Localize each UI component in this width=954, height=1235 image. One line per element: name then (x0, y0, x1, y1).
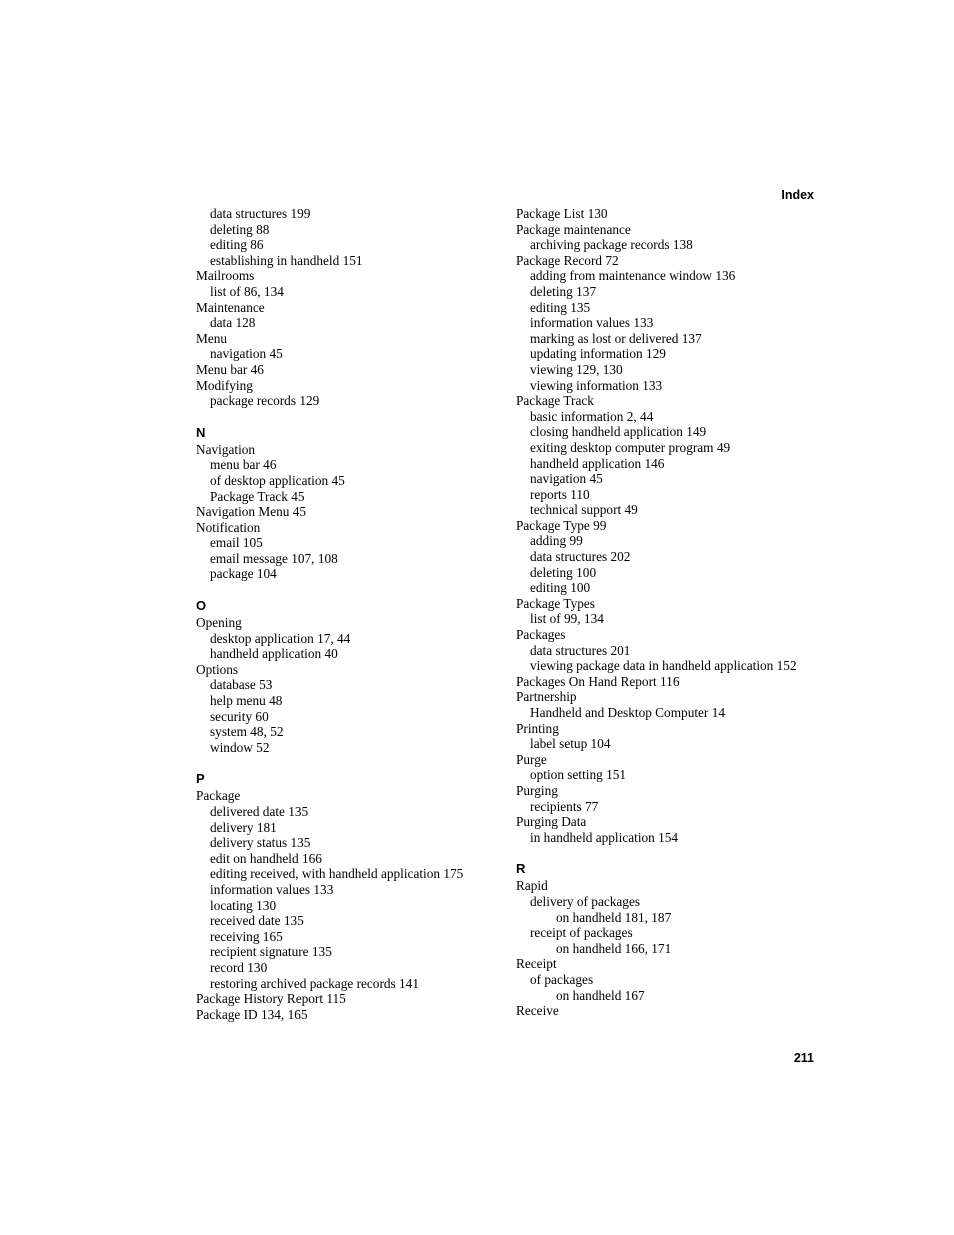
index-entry: Package (196, 788, 241, 804)
index-entry: Navigation (196, 441, 256, 457)
index-subentry: recipient signature 135 (210, 944, 332, 960)
index-subentry: closing handheld application 149 (530, 424, 707, 440)
index-subentry: on handheld 167 (556, 987, 645, 1003)
index-entry: Opening (196, 615, 242, 631)
index-subentry: restoring archived package records 141 (210, 975, 419, 991)
index-entry: Package History Report 115 (196, 991, 346, 1007)
index-subentry: basic information 2, 44 (530, 408, 654, 424)
index-subentry: exiting desktop computer program 49 (530, 439, 731, 455)
index-entry: Package Type 99 (516, 517, 607, 533)
page-number: 211 (793, 1051, 814, 1065)
index-letter-heading: R (516, 861, 526, 877)
index-subentry: database 53 (210, 677, 273, 693)
index-subentry: establishing in handheld 151 (210, 252, 363, 268)
index-entry: Package maintenance (516, 221, 631, 237)
index-subentry: on handheld 166, 171 (556, 940, 672, 956)
index-entry: Menu bar 46 (196, 361, 264, 377)
index-subentry: receiving 165 (210, 928, 283, 944)
index-subentry: information values 133 (530, 315, 654, 331)
index-subentry: on handheld 181, 187 (556, 909, 672, 925)
index-subentry: deleting 137 (530, 283, 597, 299)
index-subentry: package 104 (210, 566, 277, 582)
index-entry: Purging Data (516, 814, 587, 830)
index-subentry: menu bar 46 (210, 457, 277, 473)
index-subentry: data structures 201 (530, 642, 631, 658)
index-subentry: Package Track 45 (210, 488, 305, 504)
index-subentry: delivery 181 (210, 819, 277, 835)
index-entry: Package Types (516, 595, 595, 611)
index-letter-heading: O (196, 598, 207, 614)
index-entry: Modifying (196, 377, 253, 393)
index-subentry: list of 99, 134 (530, 611, 604, 627)
index-entry: Menu (196, 330, 228, 346)
index-subentry: editing 135 (530, 299, 591, 315)
index-subentry: email message 107, 108 (210, 550, 338, 566)
index-subentry: handheld application 40 (210, 646, 338, 662)
index-subentry: locating 130 (210, 897, 277, 913)
index-subentry: desktop application 17, 44 (210, 630, 351, 646)
index-subentry: option setting 151 (530, 767, 627, 783)
index-subentry: recipients 77 (530, 798, 599, 814)
index-entry: Printing (516, 720, 559, 736)
index-subentry: reports 110 (530, 486, 590, 502)
index-subentry: archiving package records 138 (530, 237, 693, 253)
index-subentry: email 105 (210, 535, 263, 551)
index-entry: Rapid (516, 878, 548, 894)
index-entry: Package List 130 (516, 206, 608, 221)
index-subentry: technical support 49 (530, 502, 638, 518)
index-subentry: system 48, 52 (210, 724, 284, 740)
index-subentry: help menu 48 (210, 693, 283, 709)
index-subentry: data structures 202 (530, 549, 631, 565)
index-entry: Mailrooms (196, 268, 255, 284)
running-header: Index (781, 188, 814, 202)
index-subentry: information values 133 (210, 881, 334, 897)
index-entry: Navigation Menu 45 (196, 504, 307, 520)
index-entry: Partnership (516, 689, 577, 705)
index-subentry: editing received, with handheld application 175 (210, 866, 464, 882)
index-subentry: window 52 (210, 739, 270, 755)
index-column-right (516, 206, 826, 1019)
index-entry: Receive (516, 1003, 559, 1019)
index-subentry: Handheld and Desktop Computer 14 (530, 705, 725, 720)
index-entry: Purge (516, 751, 547, 767)
index-subentry: of packages (530, 971, 594, 987)
index-subentry: handheld application 146 (530, 455, 665, 471)
index-entry: Package Record 72 (516, 252, 619, 268)
index-subentry: security 60 (210, 708, 269, 724)
index-subentry: navigation 45 (210, 346, 283, 362)
index-entry: Package Track (516, 393, 594, 409)
index-subentry: label setup 104 (530, 736, 611, 752)
index-subentry: deleting 100 (530, 564, 597, 580)
index-subentry: deleting 88 (210, 221, 270, 237)
index-subentry: delivery of packages (530, 893, 641, 909)
index-subentry: of desktop application 45 (210, 472, 345, 488)
index-entry: Packages (516, 627, 566, 643)
index-subentry: viewing information 133 (530, 377, 663, 393)
index-subentry: marking as lost or delivered 137 (530, 330, 702, 346)
index-entry: Packages On Hand Report 116 (516, 673, 680, 689)
index-entry: Purging (516, 782, 558, 798)
index-column-left (196, 206, 496, 1022)
index-letter-heading: P (196, 771, 205, 787)
index-subentry: navigation 45 (530, 471, 603, 487)
index-subentry: viewing package data in handheld application 152 (530, 658, 797, 674)
index-subentry: receipt of packages (530, 925, 633, 941)
index-subentry: editing 86 (210, 237, 264, 253)
index-subentry: viewing 129, 130 (530, 361, 623, 377)
index-subentry: edit on handheld 166 (210, 850, 322, 866)
index-entry: Options (196, 661, 239, 677)
index-letter-heading: N (196, 424, 206, 440)
index-subentry: adding from maintenance window 136 (530, 268, 736, 284)
index-subentry: delivered date 135 (210, 804, 309, 819)
index-subentry: in handheld application 154 (530, 829, 679, 845)
index-subentry: package records 129 (210, 393, 320, 409)
index-subentry: data 128 (210, 315, 256, 331)
index-entry: Notification (196, 519, 261, 535)
index-subentry: received date 135 (210, 913, 304, 929)
index-subentry: list of 86, 134 (210, 283, 284, 299)
index-subentry: updating information 129 (530, 346, 666, 362)
index-subentry: editing 100 (530, 580, 591, 596)
index-entry: Maintenance (196, 299, 265, 315)
index-entry: Package ID 134, 165 (196, 1006, 308, 1022)
index-entry: Receipt (516, 956, 557, 972)
index-subentry: delivery status 135 (210, 835, 311, 851)
index-subentry: data structures 199 (210, 206, 311, 221)
index-subentry: record 130 (210, 959, 268, 975)
index-subentry: adding 99 (530, 533, 583, 549)
